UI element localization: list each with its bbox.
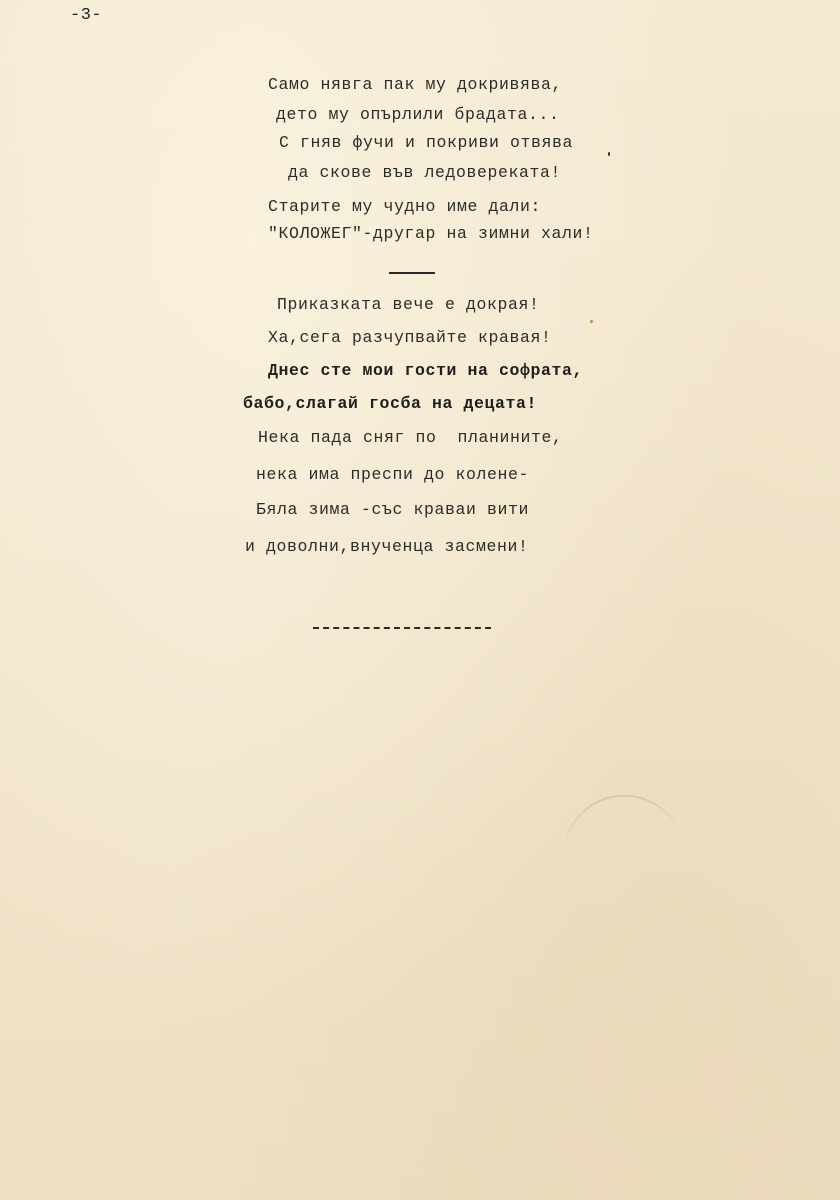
stray-comma-mark [608,152,610,156]
verse-line: Нека пада сняг по планините, [258,428,563,447]
verse-line: да скове във ледовереката! [288,163,562,182]
page-number: -3- [70,6,103,25]
section-divider [389,272,435,274]
verse-line: Бяла зима -със краваи вити [256,500,530,519]
verse-line: С гняв фучи и покриви отвява [279,133,574,152]
verse-line: Ха,сега разчупвайте кравая! [268,328,552,347]
paper-crease [556,787,683,865]
verse-line: и доволни,внученца засмени! [245,537,529,556]
verse-line: Старите му чудно име дали: [268,197,542,216]
verse-line: нека има преспи до колене- [256,465,530,484]
verse-line: "КОЛОЖЕГ"-другар на зимни хали! [268,224,594,243]
verse-line: Приказката вече е докрая! [277,295,540,314]
stain-mark [590,320,593,323]
verse-line: дето му опърлили брадата... [276,105,560,124]
end-divider [313,627,491,629]
verse-line: бабо,слагай госба на децата! [243,394,538,413]
verse-line: Днес сте мои гости на софрата, [268,361,584,380]
verse-line: Само нявга пак му докривява, [268,75,563,94]
